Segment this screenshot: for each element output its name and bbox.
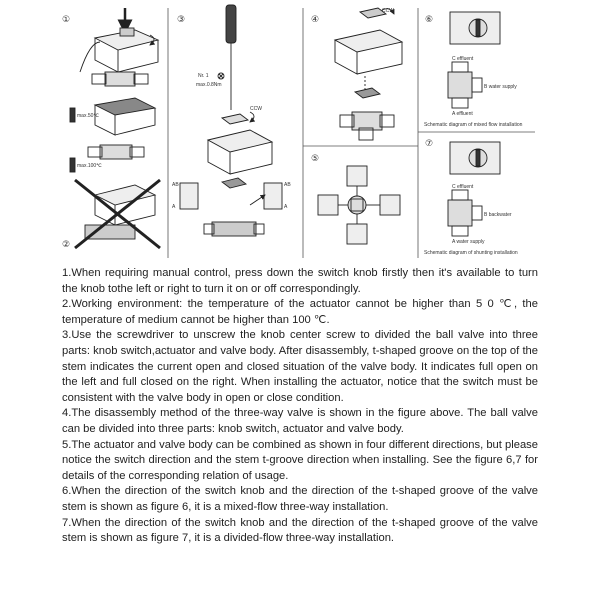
- panel-number-6: ⑥: [425, 15, 434, 25]
- label-p7-caption: Schematic diagram of shunting installation: [424, 250, 518, 256]
- label-p6-c-effluent: C effluent: [452, 56, 474, 62]
- panel-number-3: ③: [177, 15, 186, 25]
- label-max-50: max.50℃: [77, 113, 100, 119]
- label-ccw-4: CCW: [382, 8, 394, 14]
- instruction-6: 6.When the direction of the switch knob and the direction of the t-shaped groove of the valve stem is shown as figure 6, it is a mixed-flow three-way installation.: [62, 485, 538, 513]
- label-p3-right-a: A: [284, 204, 288, 210]
- panel-5-drawing: [318, 166, 400, 244]
- label-screw-torque: max.0.8Nm: [196, 82, 222, 88]
- instruction-5: 5.The actuator and valve body can be combined as shown in four different directions, but please notice the switch direction and the stem t-groove direction when installing. See the figure 6,7 for details of the corresponding relation of usage.: [62, 438, 538, 482]
- instruction-1: 1.When requiring manual control, press down the switch knob firstly then it's available to turn the knob tothe left or right to turn it on or off correspondingly.: [62, 267, 538, 295]
- label-p7-a-water-supply: A water supply: [452, 239, 485, 245]
- panel-4-drawing: [335, 8, 402, 140]
- instruction-4: 4.The disassembly method of the three-way valve is shown in the figure above. The ball valve can be divided into three parts: knob switch, actuator and valve body.: [62, 407, 538, 435]
- label-max-100: max.100℃: [77, 163, 102, 169]
- panel-1-drawing: [80, 8, 158, 86]
- panel-1-temperature-drawing: [70, 98, 155, 172]
- label-p3-left-a: A: [172, 204, 176, 210]
- panel-number-5: ⑤: [311, 154, 320, 164]
- panel-number-7: ⑦: [425, 139, 434, 149]
- label-p3-left-ab: AB: [172, 182, 179, 188]
- instructions-text: [62, 266, 538, 547]
- label-p6-caption: Schematic diagram of mixed flow installation: [424, 122, 523, 128]
- label-p6-b-water-supply: B water supply: [484, 84, 517, 90]
- panel-3-drawing: [180, 5, 282, 236]
- instruction-2: 2.Working environment: the temperature of the actuator cannot be higher than 5 0 ℃, the temperature of medium cannot be higher than 100 ℃.: [62, 298, 538, 326]
- label-ccw-3: CCW: [250, 106, 262, 112]
- label-screw-nr: Nr. 1: [198, 73, 209, 79]
- label-p7-b-backwater: B backwater: [484, 212, 512, 218]
- instruction-figure: [0, 0, 600, 265]
- label-p7-c-effluent: C effluent: [452, 184, 474, 190]
- panel-number-2: ②: [62, 240, 71, 250]
- label-p6-a-effluent: A effluent: [452, 111, 473, 117]
- instruction-3: 3.Use the screwdriver to unscrew the knob center screw to divided the ball valve into three parts: knob switch,actuator and valve body. After disassembly, t-shaped groove on the top of the stem indicates the current open and closed situation of the valve body. It indicates full open on the left and full closed on the right. When installing the actuator, notice that the switch must be consistent with the valve body in open or close condition.: [62, 329, 538, 404]
- panel-number-4: ④: [311, 15, 320, 25]
- panel-2-drawing: [75, 180, 160, 248]
- panel-number-1: ①: [62, 15, 71, 25]
- label-p3-right-ab: AB: [284, 182, 291, 188]
- instruction-7: 7.When the direction of the switch knob and the direction of the t-shaped groove of the valve stem is shown as figure 7, it is a divided-flow three-way installation.: [62, 516, 538, 545]
